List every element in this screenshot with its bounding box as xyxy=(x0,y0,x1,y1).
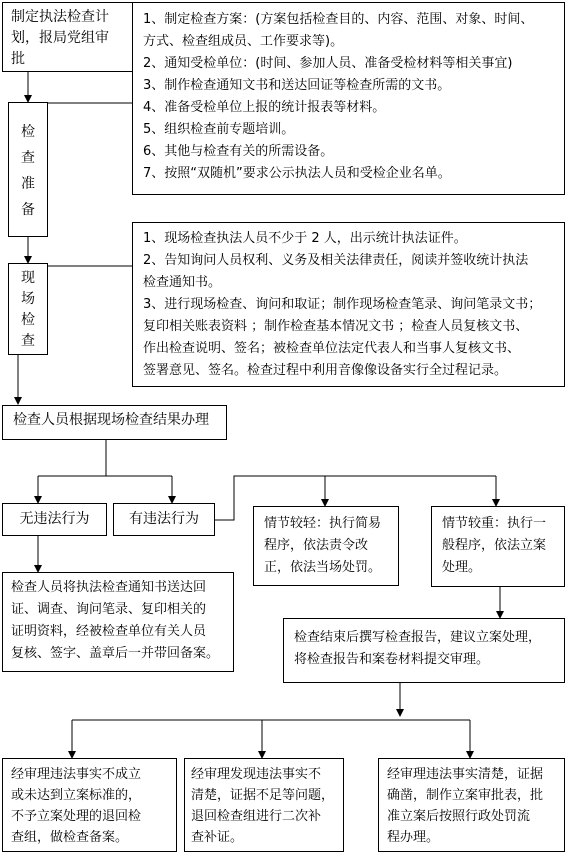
result-box xyxy=(2,405,227,440)
serious-case-box xyxy=(431,506,565,587)
outcome-return-line: 不予立案处理的退回检 xyxy=(11,809,142,824)
onsite-step-line: 复印相关账表资料 ；制作检查基本情况文书 ；检查人员复核文书、 xyxy=(143,319,529,334)
onsite-char: 检 xyxy=(21,312,35,328)
prep-step-line: 方式、检查组成员、工作要求等)。 xyxy=(143,34,344,49)
no-violation-action-line: 复核、签字、盖章后一并带回备案。 xyxy=(11,646,220,661)
onsite-step-line: 3、进行现场检查、询问和取证；制作现场检查笔录、询问笔录文书； xyxy=(143,297,542,312)
outcome-file-case-line: 经审理违法事实清楚，证据 xyxy=(387,767,544,782)
onsite-step-line: 检查通知书。 xyxy=(143,275,222,290)
prep-label xyxy=(8,102,48,237)
minor-case-box xyxy=(253,506,399,586)
outcome-supplement-line: 查补证。 xyxy=(191,830,244,845)
prep-step-line: 7、按照“双随机”要求公示执法人员和受检企业名单。 xyxy=(143,166,451,181)
no-violation-action-line: 证明资料，经被检查单位有关人员 xyxy=(11,624,207,639)
outcome-supplement-line: 经审理发现违法事实不 xyxy=(191,767,322,782)
onsite-char: 查 xyxy=(21,333,35,349)
prep-steps-box xyxy=(132,2,565,195)
onsite-label xyxy=(8,263,48,355)
outcome-supplement-box xyxy=(184,758,344,852)
outcome-return-box xyxy=(2,758,177,852)
onsite-step-line: 2、告知询问人员权利、义务及相关法律责任，阅读并签收统计执法 xyxy=(143,253,529,268)
onsite-step-line: 1、现场检查执法人员不少于 2 人，出示统计执法证件。 xyxy=(143,231,467,246)
report-line: 检查结束后撰写检查报告，建议立案处理， xyxy=(294,630,542,645)
prep-char: 准 xyxy=(21,176,35,192)
outcome-return-line: 查组，做检查备案。 xyxy=(11,830,129,845)
no-violation-action-line: 检查人员将执法检查通知书送达回 xyxy=(11,580,207,595)
report-box xyxy=(283,618,565,683)
no-violation-action-box xyxy=(2,572,234,672)
plan-line-2: 划，报局党组审 xyxy=(11,30,109,46)
onsite-steps-box xyxy=(132,222,565,387)
serious-case-line: 情节较重：执行一 xyxy=(442,516,547,531)
serious-case-line: 处理。 xyxy=(442,560,482,575)
onsite-step-line: 作出检查说明、签名；被检查单位法定代表人和当事人复核文书、 xyxy=(143,341,521,356)
serious-case-line: 般程序，依法立案 xyxy=(442,538,547,553)
outcome-file-case-line: 准立案后按照行政处罚流 xyxy=(387,809,531,824)
onsite-char: 现 xyxy=(21,270,35,286)
outcome-supplement-line: 退回检查组进行二次补 xyxy=(191,809,322,824)
outcome-file-case-line: 程办理。 xyxy=(387,830,440,845)
report-line: 将检查报告和案卷材料提交审理。 xyxy=(294,652,490,667)
prep-step-line: 1、制定检查方案：(方案包括检查目的、内容、范围、对象、时间、 xyxy=(143,12,534,27)
prep-step-line: 6、其他与检查有关的所需设备。 xyxy=(143,144,334,159)
prep-step-line: 5、组织检查前专题培训。 xyxy=(143,122,295,137)
outcome-return-line: 或未达到立案标准的， xyxy=(11,788,142,803)
minor-case-line: 程序，依法责令改 xyxy=(264,538,369,553)
result-text: 检查人员根据现场检查结果办理 xyxy=(13,412,209,428)
onsite-step-line: 签署意见、签名。检查过程中利用音像像设备实行全过程记录。 xyxy=(143,363,508,378)
outcome-file-case-box xyxy=(378,758,565,852)
no-violation-action-line: 证、调查、询问笔录、复印相关的 xyxy=(11,602,207,617)
minor-case-line: 情节较轻：执行简易 xyxy=(264,516,382,531)
plan-line-1: 制定执法检查计 xyxy=(11,9,109,25)
no-violation-box xyxy=(2,503,107,536)
prep-step-line: 2、通知受检单位：(时间、参加人员、准备受检材料等相关事宜) xyxy=(143,56,513,71)
outcome-file-case-line: 确凿，制作立案审批表，批 xyxy=(387,788,544,803)
prep-char: 查 xyxy=(21,150,35,166)
onsite-char: 场 xyxy=(21,291,35,307)
no-violation-text: 无违法行为 xyxy=(19,511,90,527)
has-violation-text: 有违法行为 xyxy=(129,511,199,527)
prep-step-line: 4、准备受检单位上报的统计报表等材料。 xyxy=(143,100,386,115)
plan-line-3: 批 xyxy=(11,51,25,67)
outcome-supplement-line: 清楚，证据不足等问题， xyxy=(191,788,335,803)
has-violation-box xyxy=(113,503,215,536)
prep-step-line: 3、制作检查通知文书和送达回证等检查所需的文书。 xyxy=(143,78,451,93)
minor-case-line: 正，依法当场处罚。 xyxy=(264,560,382,575)
prep-char: 备 xyxy=(21,202,35,218)
outcome-return-line: 经审理违法事实不成立 xyxy=(11,767,142,782)
prep-char: 检 xyxy=(21,124,35,140)
